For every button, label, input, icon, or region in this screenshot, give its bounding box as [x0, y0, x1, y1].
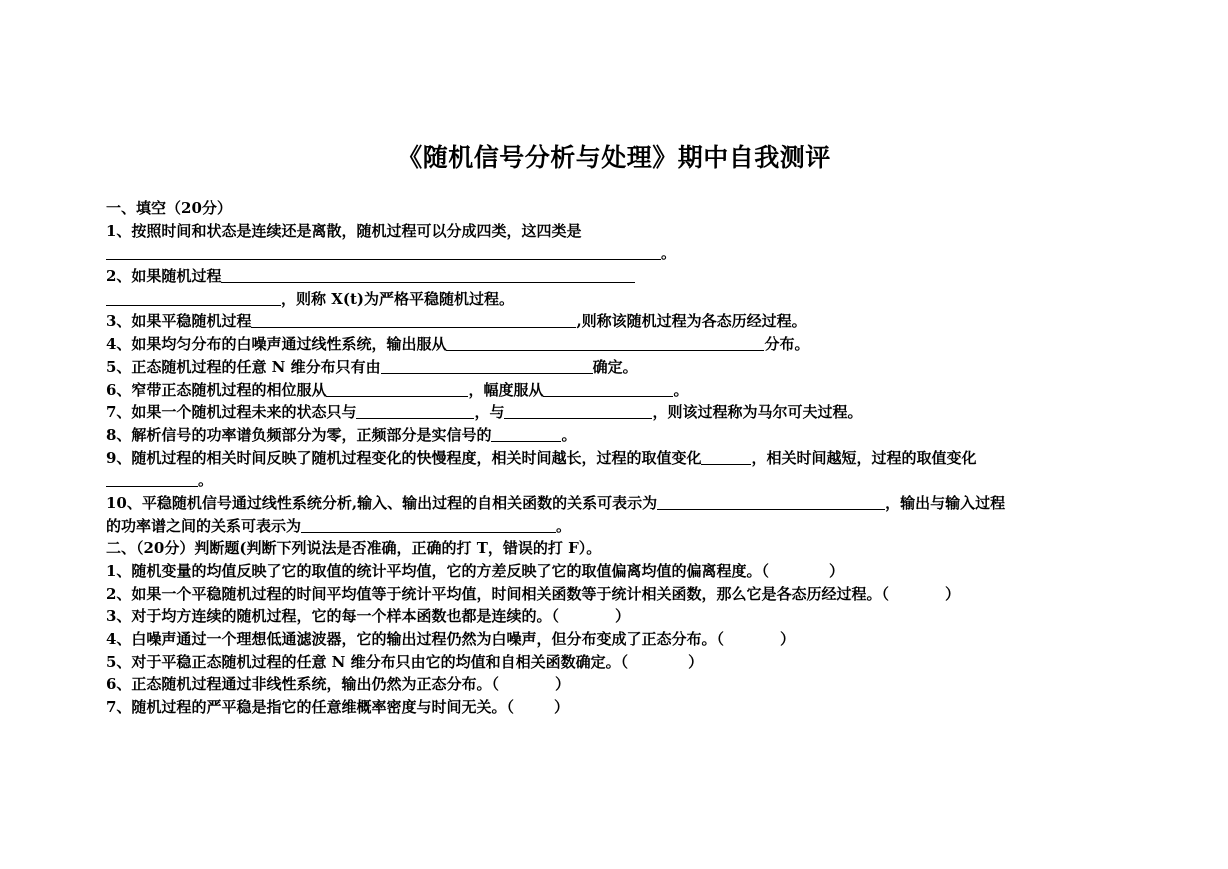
- tf-item-3-close: ）: [614, 607, 630, 626]
- question-1-answer-line: [106, 242, 1116, 265]
- question-5: [106, 356, 1116, 379]
- question-10-blank-1[interactable]: [657, 494, 885, 510]
- question-9-blank-1[interactable]: [701, 449, 751, 465]
- question-8-text: 8、解析信号的功率谱负频部分为零，正频部分是实信号的: [106, 425, 492, 444]
- question-5-text-2: 确定。: [592, 357, 638, 376]
- question-7-text-3: ，则该过程称为马尔可夫过程。: [652, 403, 863, 422]
- question-3: [106, 310, 1116, 333]
- section1-heading: 一、填空（20分）: [106, 199, 232, 217]
- tf-item-7: [106, 696, 1116, 719]
- question-6-text-2: ，幅度服从: [468, 380, 544, 399]
- question-7-text-2: ，与: [474, 403, 505, 422]
- question-9-text-2: ，相关时间越短，过程的取值变化: [751, 448, 977, 467]
- tf-item-4-close: ）: [779, 630, 795, 649]
- question-10-text: 10、平稳随机信号通过线性系统分析,输入、输出过程的自相关函数的关系可表示为: [106, 493, 658, 512]
- question-9-blank-2[interactable]: [106, 471, 198, 487]
- question-7: [106, 401, 1116, 424]
- question-6: [106, 379, 1116, 402]
- question-10: [106, 492, 1116, 515]
- tf-item-3-text: 3、对于均方连续的随机过程，它的每一个样本函数也都是连续的。（: [106, 607, 559, 626]
- tf-item-5-close: ）: [688, 652, 704, 671]
- question-2: [106, 265, 1116, 288]
- tf-item-3: [106, 605, 1116, 628]
- question-2-continuation: [106, 288, 1116, 311]
- tf-item-1-text: 1、随机变量的均值反映了它的取值的统计平均值，它的方差反映了它的取值偏离均值的偏离程度。（: [106, 562, 769, 580]
- question-4-text-2: 分布。: [764, 335, 810, 354]
- question-7-blank-1[interactable]: [356, 403, 474, 419]
- question-2-text: 2、如果随机过程: [106, 267, 222, 286]
- question-8-blank[interactable]: [491, 426, 561, 442]
- question-9-text: 9、随机过程的相关时间反映了随机过程变化的快慢程度，相关时间越长，过程的取值变化: [106, 448, 702, 467]
- tf-item-5: [106, 651, 1116, 674]
- question-9-text-3: 。: [198, 471, 214, 490]
- tf-item-6-close: ）: [554, 675, 570, 694]
- tf-item-2-text: 2、如果一个平稳随机过程的时间平均值等于统计平均值，时间相关函数等于统计相关函数，那么它是各态历经过程。（: [106, 584, 889, 603]
- question-3-text: 3、如果平稳随机过程: [106, 312, 252, 331]
- question-2-blank-1[interactable]: [221, 267, 635, 283]
- question-5-blank[interactable]: [381, 358, 593, 374]
- question-3-blank[interactable]: [251, 312, 576, 328]
- question-5-text: 5、正态随机过程的任意 N 维分布只有由: [106, 357, 381, 376]
- page-title: 《随机信号分析与处理》期中自我测评: [397, 143, 831, 172]
- question-1-end: 。: [661, 244, 677, 263]
- tf-item-5-text: 5、对于平稳正态随机过程的任意 N 维分布只由它的均值和自相关函数确定。（: [106, 652, 629, 671]
- question-10-blank-2[interactable]: [301, 517, 556, 533]
- tf-item-2: [106, 583, 1116, 606]
- question-6-blank-2[interactable]: [543, 381, 673, 397]
- tf-item-7-text: 7、随机过程的严平稳是指它的任意维概率密度与时间无关。（: [106, 698, 514, 717]
- question-10-text-3: 的功率谱之间的关系可表示为: [106, 516, 302, 535]
- section2-heading: 二、（20分）判断题(判断下列说法是否准确，正确的打 T，错误的打 F）。: [106, 539, 602, 558]
- question-6-blank-1[interactable]: [326, 381, 468, 397]
- question-3-text-2: ,则称该随机过程为各态历经过程。: [576, 312, 807, 331]
- question-9: [106, 447, 1116, 470]
- question-2-blank-2[interactable]: [106, 290, 281, 306]
- question-8-text-2: 。: [561, 425, 577, 444]
- question-9-continuation: [106, 469, 1116, 492]
- tf-item-1: [106, 560, 1116, 583]
- exam-content: [106, 197, 1116, 719]
- tf-item-4: [106, 628, 1116, 651]
- tf-item-7-close: ）: [553, 698, 569, 717]
- tf-item-1-close: ）: [828, 562, 844, 580]
- question-6-text-3: 。: [673, 380, 689, 399]
- question-4-text: 4、如果均匀分布的白噪声通过线性系统，输出服从: [106, 335, 447, 354]
- question-6-text: 6、窄带正态随机过程的相位服从: [106, 380, 327, 399]
- question-4-blank[interactable]: [446, 335, 764, 351]
- tf-item-6: [106, 673, 1116, 696]
- question-4: [106, 333, 1116, 356]
- question-8: [106, 424, 1116, 447]
- question-10-text-2: ，输出与输入过程: [885, 493, 1006, 512]
- question-1: [106, 220, 1116, 243]
- question-10-text-4: 。: [556, 516, 572, 535]
- question-1-blank[interactable]: [106, 244, 661, 260]
- question-1-text: 1、按照时间和状态是连续还是离散，随机过程可以分成四类，这四类是: [106, 221, 582, 240]
- question-10-continuation: [106, 515, 1116, 538]
- question-7-blank-2[interactable]: [504, 403, 652, 419]
- tf-item-4-text: 4、白噪声通过一个理想低通滤波器，它的输出过程仍然为白噪声，但分布变成了正态分布。（: [106, 630, 724, 649]
- question-2-text-2: ，则称 X(t)为严格平稳随机过程。: [281, 289, 514, 308]
- question-7-text: 7、如果一个随机过程未来的状态只与: [106, 403, 357, 422]
- tf-item-2-close: ）: [944, 584, 960, 603]
- tf-item-6-text: 6、正态随机过程通过非线性系统，输出仍然为正态分布。（: [106, 675, 499, 694]
